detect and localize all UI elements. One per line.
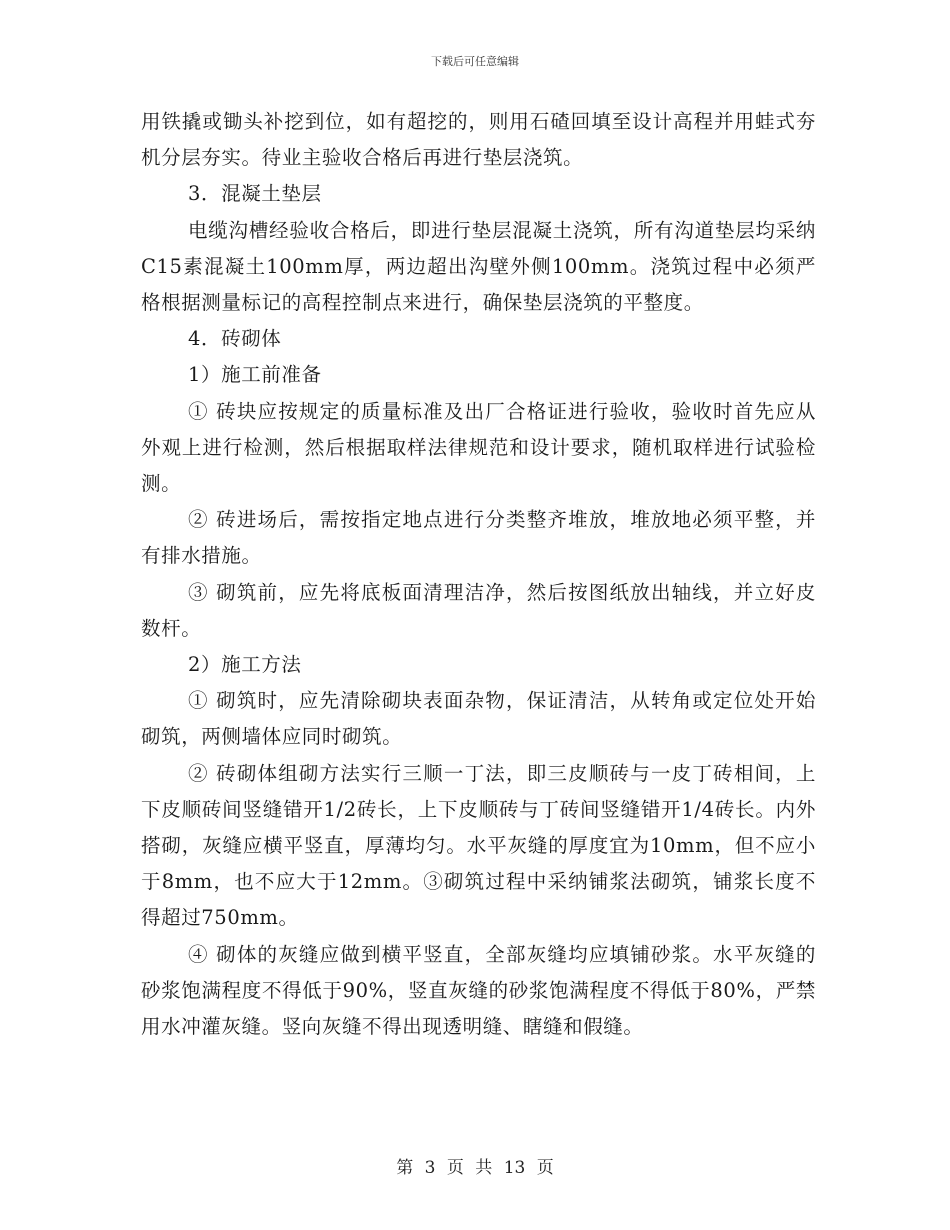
- list-item: ② 砖砌体组砌方法实行三顺一丁法，即三皮顺砖与一皮丁砖相间，上下皮顺砖间竖缝错开1/2砖长，上下皮顺砖与丁砖间竖缝错开1/4砖长。内外搭砌，灰缝应横平竖直，厚薄均匀。水平灰缝的厚度宜为10mm，但不应小于8mm，也不应大于12mm。③砌筑过程中采纳铺浆法砌筑，铺浆长度不得超过750mm。: [141, 761, 816, 930]
- list-item: ① 砖块应按规定的质量标准及出厂合格证进行验收，验收时首先应从外观上进行检测，然后根据取样法律规范和设计要求，随机取样进行试验检测。: [141, 399, 816, 496]
- section-heading: 3．混凝土垫层: [188, 182, 322, 206]
- page-number: 第 3 页 共 13 页: [396, 1158, 554, 1178]
- document-body: [141, 104, 816, 1045]
- subsection-heading: 1）施工前准备: [188, 363, 322, 387]
- paragraph: 用铁撬或锄头补挖到位，如有超挖的，则用石碴回填至设计高程并用蛙式夯机分层夯实。待业主验收合格后再进行垫层浇筑。: [141, 110, 816, 170]
- section-heading: 4．砖砌体: [188, 327, 282, 351]
- paragraph: 电缆沟槽经验收合格后，即进行垫层混凝土浇筑，所有沟道垫层均采纳C15素混凝土100mm厚，两边超出沟壁外侧100mm。浇筑过程中必须严格根据测量标记的高程控制点来进行，确保垫层浇筑的平整度。: [141, 218, 816, 315]
- list-item: ① 砌筑时，应先清除砌块表面杂物，保证清洁，从转角或定位处开始砌筑，两侧墙体应同时砌筑。: [141, 689, 816, 749]
- list-item: ④ 砌体的灰缝应做到横平竖直，全部灰缝均应填铺砂浆。水平灰缝的砂浆饱满程度不得低于90%，竖直灰缝的砂浆饱满程度不得低于80%，严禁用水冲灌灰缝。竖向灰缝不得出现透明缝、瞎缝和假缝。: [141, 942, 816, 1039]
- page-header: 下载后可任意编辑: [431, 55, 519, 68]
- list-item: ③ 砌筑前，应先将底板面清理洁净，然后按图纸放出轴线，并立好皮数杆。: [141, 580, 816, 640]
- subsection-heading: 2）施工方法: [188, 653, 302, 677]
- list-item: ② 砖进场后，需按指定地点进行分类整齐堆放，堆放地必须平整，并有排水措施。: [141, 508, 816, 568]
